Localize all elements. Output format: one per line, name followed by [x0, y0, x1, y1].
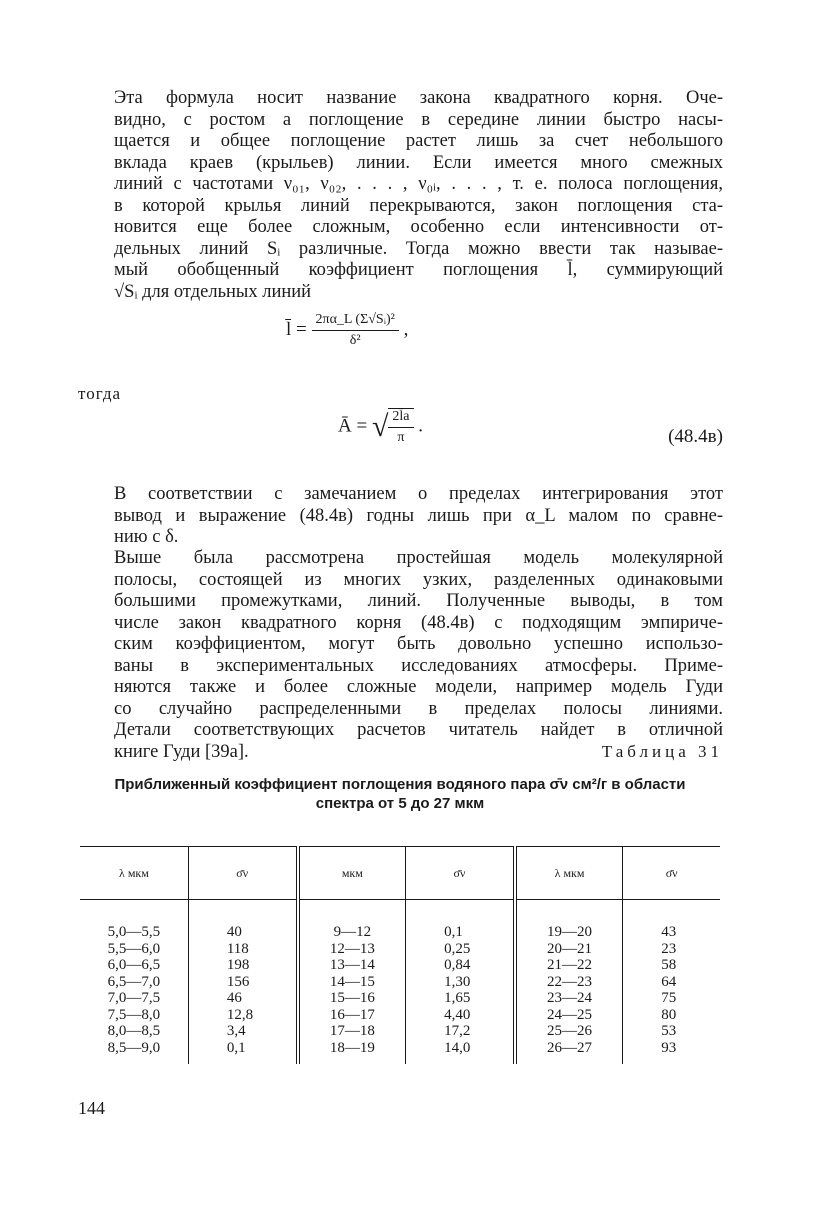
table-cell: 3,4	[226, 1023, 246, 1039]
table-cell: 13—14	[329, 957, 375, 973]
table-cell: 25—26	[547, 1023, 593, 1039]
table-cell: 14,0	[444, 1039, 471, 1056]
text-line: ваны в экспериментальных исследованиях атмосферы. Приме-	[114, 655, 723, 676]
table-cell: 1,65	[444, 990, 471, 1006]
table-title-line-2: спектра от 5 до 27 мкм	[315, 795, 485, 812]
table-cell: 118	[226, 940, 249, 957]
text-line: дельных линий Sᵢ различные. Тогда можно ввести так называе-	[114, 238, 723, 259]
table-cell: 19—20	[547, 924, 593, 940]
text-line: большими промежутками, линий. Полученные выводы, в том	[114, 591, 723, 611]
table-cell: 6,0—6,5	[107, 957, 161, 973]
text-line: линий с частотами ν₀₁, ν₀₂, . . . , ν₀ᵢ, . . . , т. е. полоса поглощения,	[114, 174, 723, 194]
table-cell: 5,0—5,5	[107, 924, 161, 940]
header-wavelength-3: λ мкм	[515, 847, 623, 900]
table-cell: 6,5—7,0	[107, 973, 161, 990]
column-wavelength-3	[515, 900, 623, 1065]
text-line: няются также и более сложные модели, например модель Гуди	[114, 677, 723, 697]
absorption-coefficient-table	[80, 846, 720, 1064]
text-line: Выше была рассмотрена простейшая модель молекулярной	[114, 548, 723, 568]
text-line: ским коэффициентом, могут быть довольно успешно использо-	[114, 634, 723, 654]
table-cell: 93	[661, 1039, 677, 1056]
header-wavelength-2: мкм	[298, 847, 406, 900]
table-cell: 0,84	[444, 957, 471, 973]
column-wavelength-2	[298, 900, 406, 1065]
formula2-radical: √	[371, 410, 389, 443]
table-cell: 22—23	[547, 973, 593, 990]
table-cell: 21—22	[547, 957, 593, 973]
table-cell: 75	[661, 990, 677, 1006]
column-sigma-3	[623, 900, 720, 1065]
text-line: вклада краев (крыльев) линии. Если имеется много смежных	[114, 152, 723, 173]
table-cell: 16—17	[329, 1006, 375, 1023]
then-word: тогда	[78, 384, 122, 403]
table-header-row	[80, 847, 720, 900]
text-line: мый обобщенный коэффициент поглощения l̄, суммирующий	[114, 260, 723, 280]
formula1-trail: ,	[403, 318, 409, 340]
table-cell: 43	[661, 924, 677, 940]
formula1-fraction	[312, 312, 399, 349]
text-line: нию с δ.	[114, 527, 179, 547]
text-line: числе закон квадратного корня (48.4в) с подходящим эмпириче-	[114, 612, 723, 633]
text-line: вывод и выражение (48.4в) годны лишь при α_L малом по сравне-	[114, 505, 723, 526]
table-cell: 64	[661, 973, 677, 990]
table-cell: 156	[226, 973, 250, 990]
formula2-lhs: Ā =	[338, 415, 368, 437]
paragraph-square-root-law	[78, 88, 723, 303]
formula2-trail: .	[418, 415, 424, 437]
table-label: Таблица 31	[601, 742, 723, 761]
formula-mean-absorption-coefficient	[286, 312, 408, 349]
formula1-lhs: l̄ =	[286, 318, 307, 340]
table-cell: 9—12	[333, 924, 372, 940]
column-sigma-1	[188, 900, 297, 1065]
table-cell: 80	[661, 1006, 677, 1023]
page-number: 144	[78, 1098, 105, 1118]
header-sigma-3: σ̄ν	[623, 847, 720, 900]
table-cell: 58	[661, 957, 677, 973]
text-line: Детали соответствующих расчетов читатель найдет в отличной	[114, 720, 723, 740]
text-line: полосы, состоящей из многих узких, разделенных одинаковыми	[114, 569, 723, 590]
text-line: новится еще более сложным, особенно если интенсивности от-	[114, 217, 723, 237]
table-cell: 40	[226, 924, 242, 940]
text-line: Эта формула носит название закона квадратного корня. Оче-	[114, 88, 723, 108]
paragraph-band-model	[78, 548, 723, 763]
text-line: щается и общее поглощение растет лишь за счет небольшого	[114, 131, 723, 151]
formula1-numerator: 2πα_L (Σ√Sᵢ)²	[312, 312, 399, 331]
header-sigma-2: σ̄ν	[406, 847, 515, 900]
table-cell: 24—25	[547, 1006, 593, 1023]
table-cell: 1,30	[444, 973, 471, 990]
table-cell: 7,5—8,0	[107, 1006, 161, 1023]
text-line: со случайно распределенными в пределах полосы линиями.	[114, 698, 723, 719]
formula2-numerator: 2l̄a	[388, 409, 413, 428]
table-cell: 46	[226, 990, 242, 1006]
table-body-row	[80, 900, 720, 1065]
formula-mean-absorption	[338, 408, 423, 446]
table-cell: 17—18	[329, 1023, 375, 1039]
table-cell: 12—13	[329, 940, 375, 957]
paragraph-integration-limits	[78, 484, 723, 549]
table-cell: 198	[226, 957, 250, 973]
formula2-fraction	[388, 408, 413, 446]
formula1-denominator: δ²	[349, 333, 361, 348]
table-cell: 7,0—7,5	[107, 990, 161, 1006]
table-cell: 5,5—6,0	[107, 940, 161, 957]
table-cell: 0,1	[444, 924, 463, 940]
table-cell: 4,40	[444, 1006, 471, 1023]
header-sigma-1: σ̄ν	[188, 847, 297, 900]
table-cell: 17,2	[444, 1023, 471, 1039]
table-title-line-1: Приближенный коэффициент поглощения водяного пара σ̄ν см²/г в области	[114, 776, 686, 793]
table-cell: 8,5—9,0	[107, 1039, 161, 1056]
table-cell: 14—15	[329, 973, 375, 990]
table-cell: 15—16	[329, 990, 375, 1006]
text-line: В соответствии с замечанием о пределах интегрирования этот	[114, 484, 723, 504]
text-line: √Sᵢ для отдельных линий	[114, 281, 312, 302]
table-cell: 23	[661, 940, 677, 957]
table-cell: 18—19	[329, 1039, 375, 1056]
table-cell: 53	[661, 1023, 677, 1039]
table-cell: 20—21	[547, 940, 593, 957]
table-cell: 0,25	[444, 940, 471, 957]
table-cell: 0,1	[226, 1039, 246, 1056]
column-wavelength-1	[80, 900, 188, 1065]
table-cell: 23—24	[547, 990, 593, 1006]
table-cell: 12,8	[226, 1006, 254, 1023]
equation-number: (48.4в)	[668, 426, 723, 447]
header-wavelength-1: λ мкм	[80, 847, 188, 900]
text-line: видно, с ростом a поглощение в середине линии быстро насы-	[114, 109, 723, 130]
text-line: в которой крылья линий перекрываются, закон поглощения ста-	[114, 195, 723, 216]
table-title	[80, 775, 720, 813]
formula2-denominator: π	[397, 430, 405, 445]
table-cell: 26—27	[547, 1039, 593, 1056]
text-line: книге Гуди [39а].	[114, 741, 249, 762]
column-sigma-2	[406, 900, 515, 1065]
table-cell: 8,0—8,5	[107, 1023, 161, 1039]
